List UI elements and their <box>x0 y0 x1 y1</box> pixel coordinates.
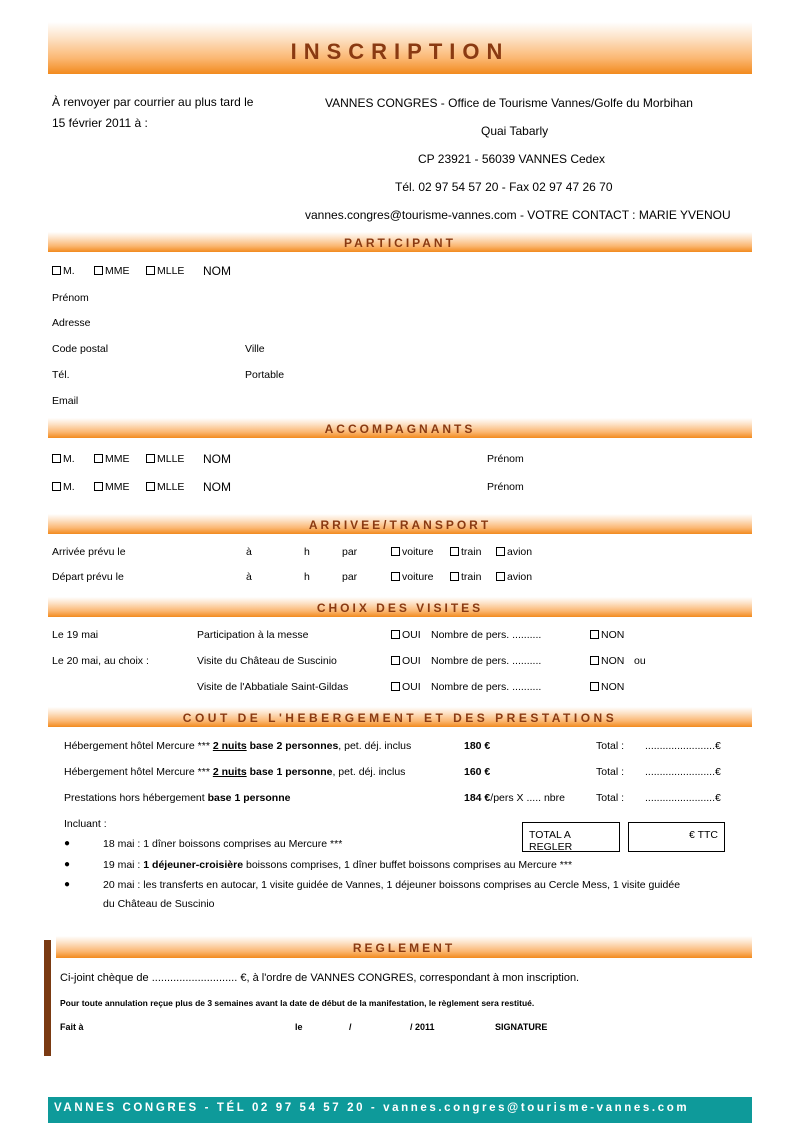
participant-civility-mme: MME <box>94 265 130 277</box>
bullet-icon: ● <box>64 859 71 870</box>
participant-civility-mlle: MLLE <box>146 265 184 277</box>
deadline-line1: À renvoyer par courrier au plus tard le <box>52 95 254 109</box>
reglement-annulation-line: Pour toute annulation reçue plus de 3 semaines avant la date de début de la manifestation, le règlement sera restitué. <box>60 998 535 1008</box>
bullet-icon: ● <box>64 838 71 849</box>
depart-voiture: voiture <box>391 571 434 583</box>
visite2-ou: ou <box>634 655 646 667</box>
cout-line1-dots: ........................€ <box>645 740 721 752</box>
participant-portable-label: Portable <box>245 369 285 381</box>
footer-bar <box>48 1097 752 1123</box>
checkbox-mlle[interactable] <box>146 482 155 491</box>
visite3-non: NON <box>590 681 624 693</box>
checkbox-voiture[interactable] <box>391 572 400 581</box>
cout-line2-price: 160 € <box>464 766 491 778</box>
visite-date2: Le 20 mai, au choix : <box>52 655 149 667</box>
checkbox-train[interactable] <box>450 572 459 581</box>
address-line-2: Quai Tabarly <box>481 124 549 138</box>
cout-line3-dots: ........................€ <box>645 792 721 804</box>
footer-text: VANNES CONGRES - TÉL 02 97 54 57 20 - vannes.congres@tourisme-vannes.com <box>54 1102 690 1114</box>
visite2-oui: OUI <box>391 655 421 667</box>
accomp1-nom-label: NOM <box>203 452 231 466</box>
reglement-cheque-line: Ci-joint chèque de ............................ €, à l'ordre de VANNES CONGRES, correspondant à mon inscription. <box>60 972 580 984</box>
visite1-nb: Nombre de pers. .......... <box>431 629 542 641</box>
visite1-oui: OUI <box>391 629 421 641</box>
checkbox-mlle[interactable] <box>146 454 155 463</box>
visite-item2: Visite du Château de Suscinio <box>197 655 337 667</box>
deadline-line2: 15 février 2011 à : <box>52 116 148 130</box>
checkbox-voiture[interactable] <box>391 547 400 556</box>
accomp2-prenom-label: Prénom <box>487 481 524 493</box>
checkbox-non[interactable] <box>590 630 599 639</box>
visite3-oui: OUI <box>391 681 421 693</box>
depart-par: par <box>342 571 358 583</box>
inclus-label: Incluant : <box>64 818 107 830</box>
checkbox-m[interactable] <box>52 266 61 275</box>
arrivee-a: à <box>246 546 252 558</box>
cout-line1: Hébergement hôtel Mercure *** 2 nuits base 2 personnes, pet. déj. inclus <box>64 740 412 752</box>
inclus-item-1: 18 mai : 1 dîner boissons comprises au Mercure *** <box>103 838 343 850</box>
inclus-item-2: 19 mai : 1 déjeuner-croisière boissons comprises, 1 dîner buffet boissons comprises au Mercure *** <box>103 859 573 871</box>
signature-label: SIGNATURE <box>495 1022 548 1032</box>
arrivee-par: par <box>342 546 358 558</box>
participant-prenom-label: Prénom <box>52 292 89 304</box>
checkbox-mme[interactable] <box>94 482 103 491</box>
arrivee-voiture: voiture <box>391 546 434 558</box>
checkbox-avion[interactable] <box>496 547 505 556</box>
accomp2-m: M. <box>52 481 75 493</box>
arrivee-label: Arrivée prévu le <box>52 546 126 558</box>
visites-title: CHOIX DES VISITES <box>316 601 484 615</box>
header-bar <box>48 22 752 74</box>
cout-line2: Hébergement hôtel Mercure *** 2 nuits base 1 personne, pet. déj. inclus <box>64 766 406 778</box>
cout-title: COUT DE L'HEBERGEMENT ET DES PRESTATIONS <box>182 711 618 725</box>
participant-bar <box>48 232 752 252</box>
visite2-non: NON <box>590 655 624 667</box>
transport-title: ARRIVEE/TRANSPORT <box>308 518 492 532</box>
reglement-side-rule <box>44 940 51 1056</box>
arrivee-h: h <box>304 546 310 558</box>
participant-tel-label: Tél. <box>52 369 70 381</box>
checkbox-oui[interactable] <box>391 682 400 691</box>
participant-cp-label: Code postal <box>52 343 109 355</box>
checkbox-mme[interactable] <box>94 266 103 275</box>
checkbox-m[interactable] <box>52 454 61 463</box>
depart-h: h <box>304 571 310 583</box>
cout-line3: Prestations hors hébergement base 1 personne <box>64 792 291 804</box>
visites-bar <box>48 597 752 617</box>
cout-line2-dots: ........................€ <box>645 766 721 778</box>
visite-date1: Le 19 mai <box>52 629 99 641</box>
participant-civility: M. <box>52 265 75 277</box>
accompagnants-bar <box>48 418 752 438</box>
checkbox-non[interactable] <box>590 656 599 665</box>
address-line-1: VANNES CONGRES - Office de Tourisme Vannes/Golfe du Morbihan <box>325 96 693 110</box>
page-title: INSCRIPTION <box>290 39 510 64</box>
participant-adresse-label: Adresse <box>52 317 91 329</box>
participant-ville-label: Ville <box>245 343 265 355</box>
reglement-title: REGLEMENT <box>352 941 456 955</box>
cout-bar <box>48 707 752 727</box>
accompagnants-title: ACCOMPAGNANTS <box>324 422 476 436</box>
visite2-nb: Nombre de pers. .......... <box>431 655 542 667</box>
accomp2-mme: MME <box>94 481 130 493</box>
visite1-non: NON <box>590 629 624 641</box>
bullet-icon: ● <box>64 879 71 890</box>
depart-a: à <box>246 571 252 583</box>
checkbox-mme[interactable] <box>94 454 103 463</box>
total-regler-box: TOTAL A REGLER <box>522 822 620 852</box>
depart-avion: avion <box>496 571 532 583</box>
checkbox-avion[interactable] <box>496 572 505 581</box>
checkbox-non[interactable] <box>590 682 599 691</box>
accomp1-m: M. <box>52 453 75 465</box>
arrivee-train: train <box>450 546 481 558</box>
transport-bar <box>48 514 752 534</box>
cout-line3-price: 184 €/pers X ..... nbre <box>464 792 565 804</box>
address-line-3: CP 23921 - 56039 VANNES Cedex <box>418 152 606 166</box>
depart-label: Départ prévu le <box>52 571 124 583</box>
visite3-nb: Nombre de pers. .......... <box>431 681 542 693</box>
checkbox-mlle[interactable] <box>146 266 155 275</box>
depart-train: train <box>450 571 481 583</box>
ttc-box[interactable]: € TTC <box>628 822 725 852</box>
address-line-4: Tél. 02 97 54 57 20 - Fax 02 97 47 26 70 <box>395 180 613 194</box>
visite-item3: Visite de l'Abbatiale Saint-Gildas <box>197 681 349 693</box>
inclus-item-3-line1: 20 mai : les transferts en autocar, 1 visite guidée de Vannes, 1 déjeuner boissons comprises au Cercle Mess, 1 visite guidée <box>103 879 681 891</box>
accomp1-mlle: MLLE <box>146 453 184 465</box>
fait-a-label: Fait à <box>60 1022 84 1032</box>
visite-item1: Participation à la messe <box>197 629 309 641</box>
address-line-5: vannes.congres@tourisme-vannes.com - VOTRE CONTACT : MARIE YVENOU <box>305 208 731 222</box>
reglement-bar <box>56 936 752 958</box>
inclus-item-3-line2: du Château de Suscinio <box>103 898 215 910</box>
le-label: le <box>295 1022 303 1032</box>
date-slash: / <box>349 1022 352 1032</box>
accomp1-mme: MME <box>94 453 130 465</box>
participant-title: PARTICIPANT <box>344 236 456 250</box>
participant-email-label: Email <box>52 395 79 407</box>
accomp1-prenom-label: Prénom <box>487 453 524 465</box>
accomp2-mlle: MLLE <box>146 481 184 493</box>
cout-line3-total: Total : <box>596 792 625 804</box>
cout-line2-total: Total : <box>596 766 625 778</box>
checkbox-oui[interactable] <box>391 656 400 665</box>
accomp2-nom-label: NOM <box>203 480 231 494</box>
checkbox-m[interactable] <box>52 482 61 491</box>
participant-nom-label: NOM <box>203 264 231 278</box>
cout-line1-total: Total : <box>596 740 625 752</box>
date-year: / 2011 <box>410 1022 435 1032</box>
arrivee-avion: avion <box>496 546 532 558</box>
cout-line1-price: 180 € <box>464 740 491 752</box>
checkbox-train[interactable] <box>450 547 459 556</box>
checkbox-oui[interactable] <box>391 630 400 639</box>
